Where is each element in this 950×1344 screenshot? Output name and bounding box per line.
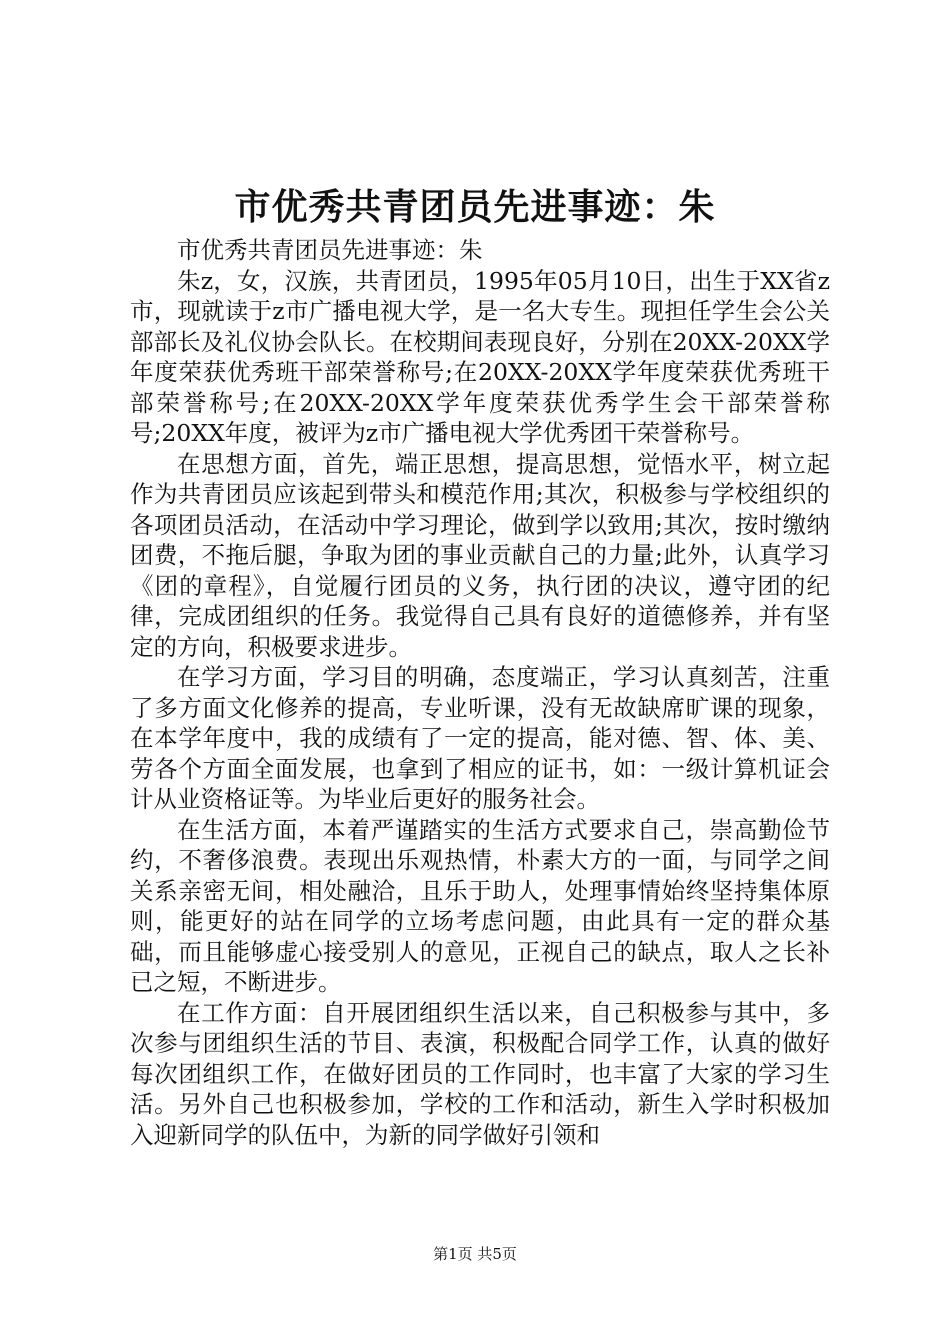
paragraph-heading-repeat: 市优秀共青团员先进事迹：朱 xyxy=(177,236,483,264)
document-body xyxy=(130,235,830,1150)
page-number-footer: 第1页 共5页 xyxy=(433,1245,517,1263)
document-title: 市优秀共青团员先进事迹：朱 xyxy=(234,186,716,228)
paragraph-life: 在生活方面，本着严谨踏实的生活方式要求自己，崇高勤俭节约，不奢侈浪费。表现出乐观热情，朴素大方的一面，与同学之间关系亲密无间，相处融洽，且乐于助人，处理事情始终坚持集体原则，能更好的站在同学的立场考虑问题，由此具有一定的群众基础，而且能够虚心接受别人的意见，正视自己的缺点，取人之长补已之短，不断进步。 xyxy=(130,815,830,996)
paragraph-ideology: 在思想方面，首先，端正思想，提高思想，觉悟水平，树立起作为共青团员应该起到带头和模范作用;其次，积极参与学校组织的各项团员活动，在活动中学习理论，做到学以致用;其次，按时缴纳团费，不拖后腿，争取为团的事业贡献自己的力量;此外，认真学习《团的章程》，自觉履行团员的义务，执行团的决议，遵守团的纪律，完成团组织的任务。我觉得自己具有良好的道德修养，并有坚定的方向，积极要求进步。 xyxy=(130,449,830,661)
paragraph-introduction: 朱z，女，汉族，共青团员，1995年05月10日，出生于XX省z市，现就读于z市广播电视大学，是一名大专生。现担任学生会公关部部长及礼仪协会队长。在校期间表现良好，分别在20XX-20XX学年度荣获优秀班干部荣誉称号;在20XX-20XX学年度荣获优秀班干部荣誉称号;在20XX-20XX学年度荣获优秀学生会干部荣誉称号;20XX年度，被评为z市广播电视大学优秀团干荣誉称号。 xyxy=(130,266,830,447)
paragraph-study: 在学习方面，学习目的明确，态度端正，学习认真刻苦，注重了多方面文化修养的提高，专业听课，没有无故缺席旷课的现象，在本学年度中，我的成绩有了一定的提高，能对德、智、体、美、劳各个方面全面发展，也拿到了相应的证书，如：一级计算机证会计从业资格证等。为毕业后更好的服务社会。 xyxy=(130,663,830,813)
paragraph-work: 在工作方面：自开展团组织生活以来，自己积极参与其中，多次参与团组织生活的节目、表演，积极配合同学工作，认真的做好每次团组织工作，在做好团员的工作同时，也丰富了大家的学习生活。另外自己也积极参加，学校的工作和活动，新生入学时积极加入迎新同学的队伍中，为新的同学做好引领和 xyxy=(130,998,830,1149)
